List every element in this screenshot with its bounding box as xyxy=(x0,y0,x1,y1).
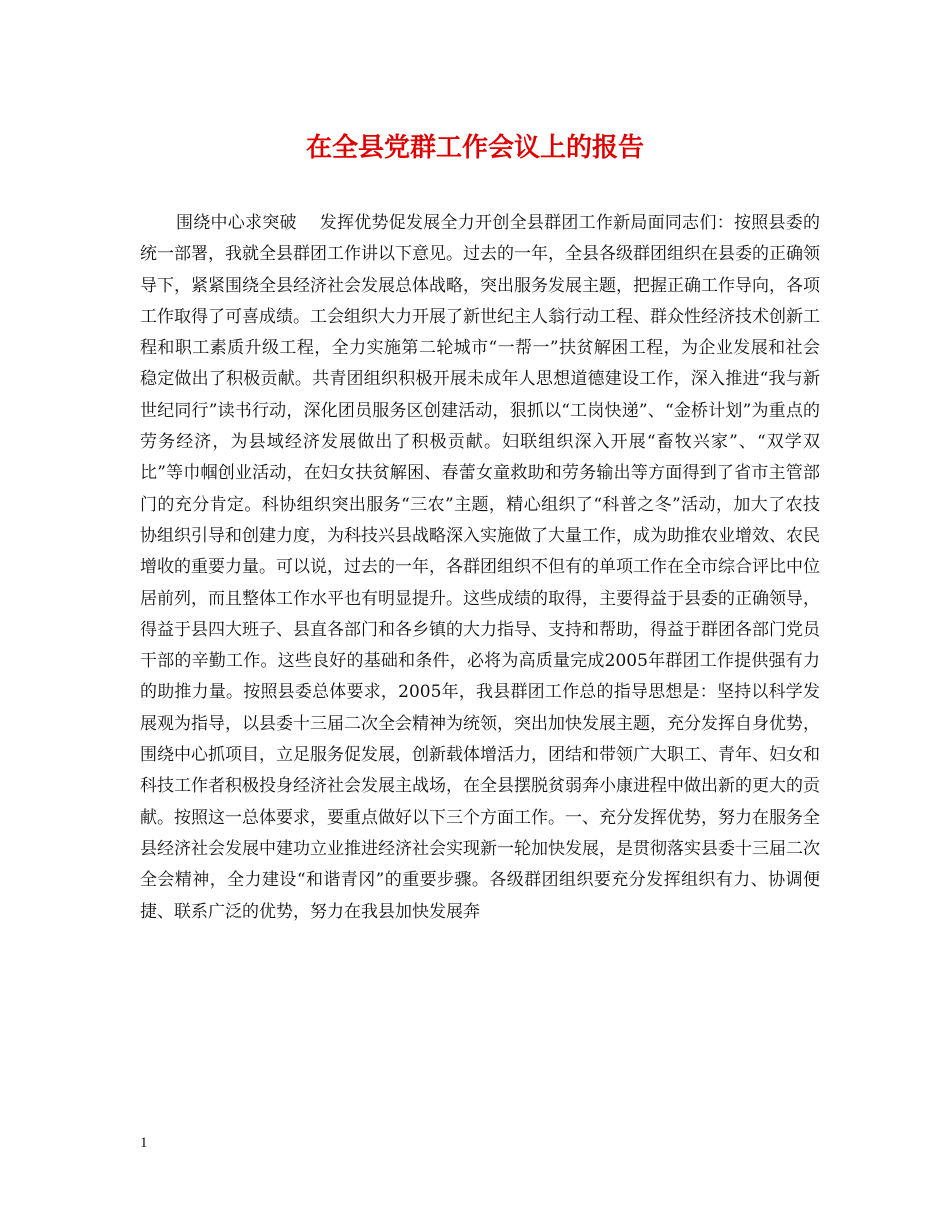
document-title: 在全县党群工作会议上的报告 xyxy=(305,133,644,163)
page-number: 1 xyxy=(140,1135,148,1151)
body-paragraph: 围绕中心求突破 发挥优势促发展全力开创全县群团工作新局面同志们：按照县委的统一部署，我就全县群团工作讲以下意见。过去的一年，全县各级群团组织在县委的正确领导下，紧紧围绕全县经济社会发展总体战略，突出服务发展主题，把握正确工作导向，各项工作取得了可喜成绩。工会组织大力开展了新世纪主人翁行动工程、群众性经济技术创新工程和职工素质升级工程，全力实施第二轮城市“一帮一”扶贫解困工程，为企业发展和社会稳定做出了积极贡献。共青团组织积极开展未成年人思想道德建设工作，深入推进“我与新世纪同行”读书行动，深化团员服务区创建活动，狠抓以“工岗快递”、“金桥计划”为重点的劳务经济，为县域经济发展做出了积极贡献。妇联组织深入开展“畜牧兴家”、“双学双比”等巾帼创业活动，在妇女扶贫解困、春蕾女童救助和劳务输出等方面得到了省市主管部门的充分肯定。科协组织突出服务“三农”主题，精心组织了“科普之冬”活动，加大了农技协组织引导和创建力度，为科技兴县战略深入实施做了大量工作，成为助推农业增效、农民增收的重要力量。可以说，过去的一年，各群团组织不但有的单项工作在全市综合评比中位居前列，而且整体工作水平也有明显提升。这些成绩的取得，主要得益于县委的正确领导，得益于县四大班子、县直各部门和各乡镇的大力指导、支持和帮助，得益于群团各部门党员干部的辛勤工作。这些良好的基础和条件，必将为高质量完成2005年群团工作提供强有力的助推力量。按照县委总体要求，2005年，我县群团工作总的指导思想是：坚持以科学发展观为指导，以县委十三届二次全会精神为统领，突出加快发展主题，充分发挥自身优势，围绕中心抓项目，立足服务促发展，创新载体增活力，团结和带领广大职工、青年、妇女和科技工作者积极投身经济社会发展主战场，在全县摆脱贫弱奔小康进程中做出新的更大的贡献。按照这一总体要求，要重点做好以下三个方面工作。一、充分发挥优势，努力在服务全县经济社会发展中建功立业推进经济社会实现新一轮加快发展，是贯彻落实县委十三届二次全会精神，全力建设“和谐青冈”的重要步骤。各级群团组织要充分发挥组织有力、协调便捷、联系广泛的优势，努力在我县加快发展奔 xyxy=(140,213,820,922)
